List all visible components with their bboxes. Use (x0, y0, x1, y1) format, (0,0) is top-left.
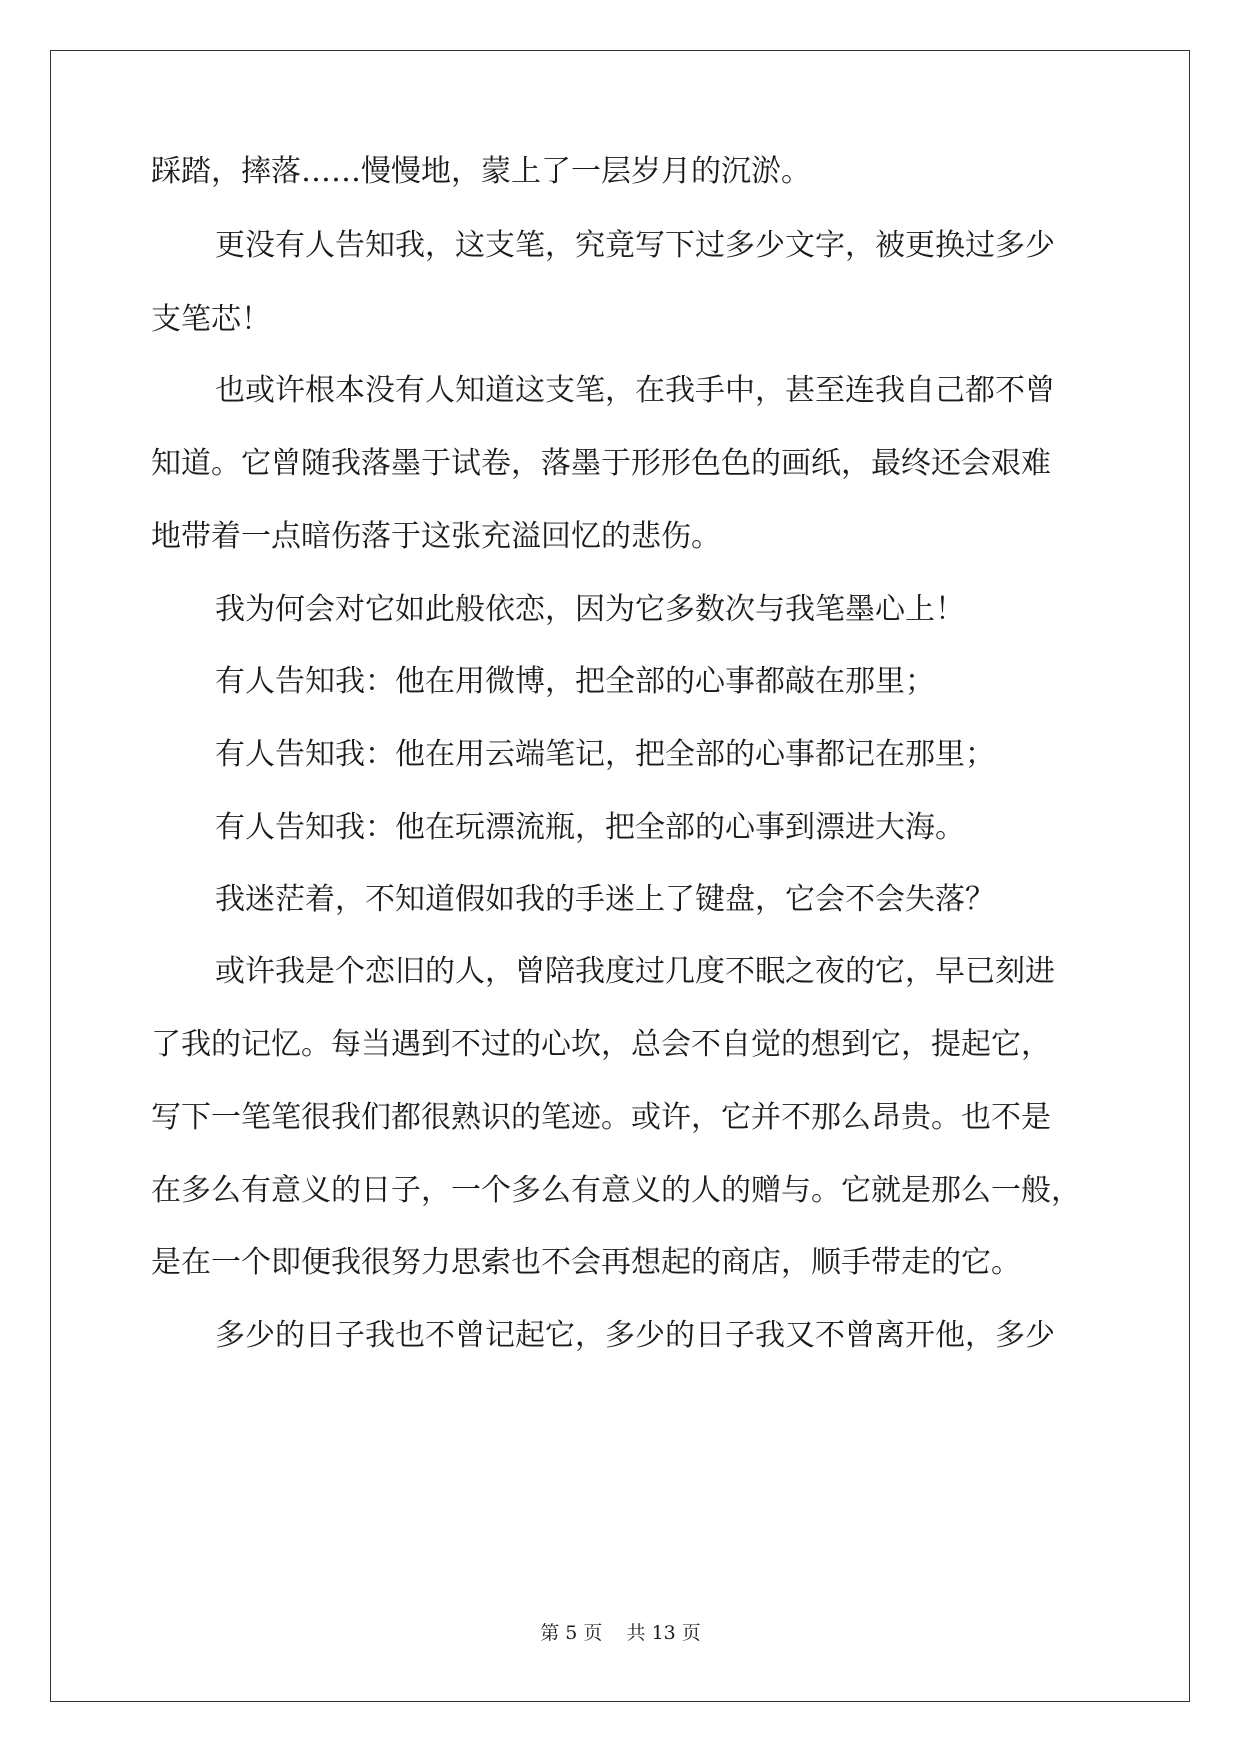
text-line: 或许我是个恋旧的人，曾陪我度过几度不眠之夜的它，早已刻进 (215, 954, 1055, 989)
text-line: 多少的日子我也不曾记起它，多少的日子我又不曾离开他，多少 (215, 1318, 1055, 1353)
text-line: 地带着一点暗伤落于这张充溢回忆的悲伤。 (151, 519, 721, 554)
text-line: 更没有人告知我，这支笔，究竟写下过多少文字，被更换过多少 (215, 228, 1055, 263)
text-line: 知道。它曾随我落墨于试卷，落墨于形形色色的画纸，最终还会艰难 (151, 446, 1051, 481)
text-line: 是在一个即便我很努力思索也不会再想起的商店，顺手带走的它。 (151, 1245, 1021, 1280)
text-line: 有人告知我：他在用云端笔记，把全部的心事都记在那里； (215, 737, 995, 772)
text-line: 我迷茫着，不知道假如我的手迷上了键盘，它会不会失落？ (215, 882, 995, 917)
text-line: 支笔芯！ (151, 302, 271, 337)
text-line: 在多么有意义的日子，一个多么有意义的人的赠与。它就是那么一般， (151, 1173, 1081, 1208)
text-line: 也或许根本没有人知道这支笔，在我手中，甚至连我自己都不曾 (215, 373, 1055, 408)
text-line: 写下一笔笔很我们都很熟识的笔迹。或许，它并不那么昂贵。也不是 (151, 1100, 1051, 1135)
text-line: 了我的记忆。每当遇到不过的心坎，总会不自觉的想到它，提起它， (151, 1027, 1051, 1062)
page-number: 第 5 页 (540, 1622, 603, 1644)
text-line: 我为何会对它如此般依恋，因为它多数次与我笔墨心上！ (215, 592, 965, 627)
page-border (50, 50, 1190, 1702)
text-line: 有人告知我：他在玩漂流瓶，把全部的心事到漂进大海。 (215, 810, 965, 845)
text-line: 踩踏，摔落……慢慢地，蒙上了一层岁月的沉淤。 (151, 154, 811, 189)
text-line: 有人告知我：他在用微博，把全部的心事都敲在那里； (215, 664, 935, 699)
page-total: 共 13 页 (626, 1622, 701, 1644)
page-footer (0, 1618, 1241, 1645)
